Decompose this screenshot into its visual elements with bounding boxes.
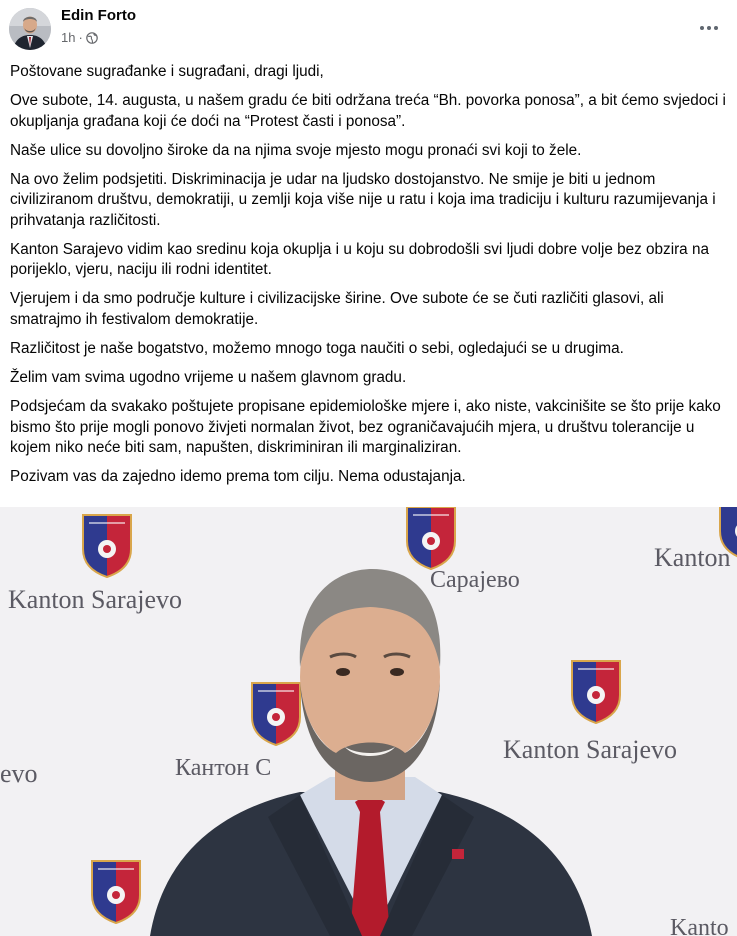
post-paragraph: Ove subote, 14. augusta, u našem gradu će biti održana treća “Bh. povorka ponosa”, a bit ćemo svjedoci i okupljanja građana koji će doći na “Protest časti i ponosa”. xyxy=(10,92,726,130)
post-paragraph: Podsjećam da svakako poštujete propisane epidemiološke mjere i, ako niste, vakcinišite se što prije kako bismo što prije mogli ponovo živjeti normalan život, bez ograničavajućih mjera, u društvu tolerancije u kojem niko neće biti sam, napušten, diskriminiran ili marginaliziran. xyxy=(10,398,721,457)
backdrop-text: Kanto xyxy=(670,915,729,936)
post-paragraph: Pozivam vas da zajedno idemo prema tom cilju. Nema odustajanja. xyxy=(10,468,466,486)
post-paragraph: Poštovane sugrađanke i sugrađani, dragi ljudi, xyxy=(10,63,324,80)
post-photo[interactable] xyxy=(0,507,737,936)
photo-scene xyxy=(0,507,737,936)
post-header xyxy=(0,0,737,56)
post-paragraph: Na ovo želim podsjetiti. Diskriminacija je udar na ljudsko dostojanstvo. Ne smije je biti u jednom civiliziranom društvu, demokratiji, u zemlji koja više nije u ratu i koja ima tradiciju i kulturu razumijevanja i prihvatanja različitosti. xyxy=(10,170,716,229)
avatar-image xyxy=(9,8,51,50)
canton-shield-logo xyxy=(407,507,455,569)
post-paragraph: Vjerujem i da smo područje kulture i civilizacijske širine. Ove subote će se čuti različiti glasovi, ali smatrajmo ih festivalom demokratije. xyxy=(10,290,664,328)
backdrop-text: evo xyxy=(0,759,38,788)
backdrop-text: Kanton Sarajevo xyxy=(8,585,183,614)
post-text xyxy=(10,62,726,496)
post-paragraph: Naše ulice su dovoljno široke da na njima svoje mjesto mogu pronaći svi koji to žele. xyxy=(10,141,582,159)
post-paragraph: Kanton Sarajevo vidim kao sredinu koja okuplja i u koju su dobrodošli svi ljudi dobre volje bez obzira na porijeklo, vjeru, naciju ili rodni identitet. xyxy=(10,240,709,279)
canton-shield-logo xyxy=(572,661,620,723)
backdrop-text: Kanton xyxy=(654,543,731,572)
author-avatar[interactable] xyxy=(9,8,51,50)
backdrop-text: Кантон С xyxy=(175,755,272,781)
author-name[interactable]: Edin Forto xyxy=(61,7,136,24)
canton-shield-logo xyxy=(83,515,131,577)
post-paragraph: Različitost je naše bogatstvo, možemo mnogo toga naučiti o sebi, ogledajući se u drugima. xyxy=(10,340,624,358)
post-time[interactable]: 1h xyxy=(61,30,76,45)
post-paragraph: Želim vam svima ugodno vrijeme u našem glavnom gradu. xyxy=(10,369,407,387)
backdrop-text: Сарајево xyxy=(430,567,520,593)
meta-separator: · xyxy=(78,30,83,45)
backdrop-text: Kanton Sarajevo xyxy=(503,735,678,764)
post-meta xyxy=(61,30,98,45)
canton-shield-logo xyxy=(252,683,300,745)
globe-icon xyxy=(86,32,98,44)
more-options-icon[interactable] xyxy=(695,14,723,42)
canton-shield-logo xyxy=(92,861,140,923)
